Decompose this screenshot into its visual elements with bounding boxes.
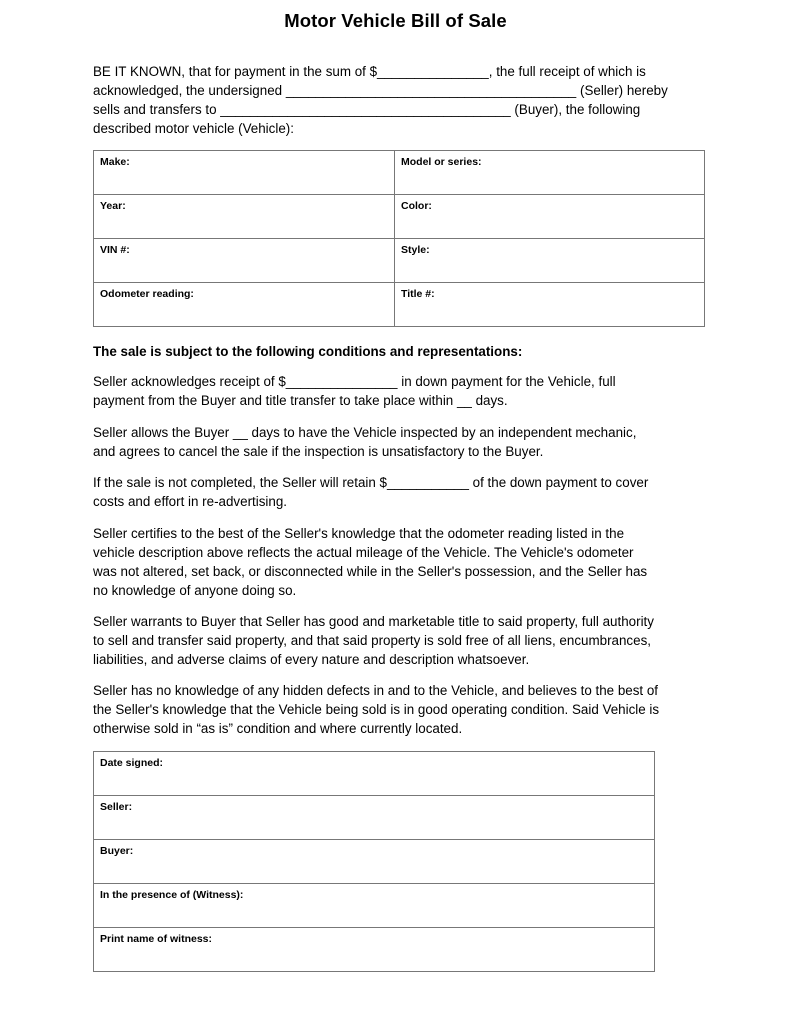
- down-payment-paragraph: [93, 372, 703, 410]
- down-payment-line-1: Seller acknowledges receipt of $_______________ in down payment for the Vehicle, full: [93, 374, 616, 389]
- table-row: [94, 752, 655, 796]
- odometer-cert-line-2: vehicle description above reflects the actual mileage of the Vehicle. The Vehicle's odometer: [93, 545, 634, 560]
- date-signed-field[interactable]: [94, 752, 655, 796]
- style-field[interactable]: [395, 239, 705, 283]
- signature-table: [93, 751, 655, 972]
- retain-line-2: costs and effort in re-advertising.: [93, 494, 288, 509]
- defects-line-3: otherwise sold in “as is” condition and where currently located.: [93, 721, 463, 736]
- title-number-label: Title #:: [401, 288, 435, 300]
- model-label: Model or series:: [401, 156, 482, 168]
- defects-line-2: the Seller's knowledge that the Vehicle being sold is in good operating condition. Said Vehicle is: [93, 702, 660, 717]
- odometer-cert-line-3: was not altered, set back, or disconnected while in the Seller's possession, and the Seller has: [93, 564, 648, 579]
- color-label: Color:: [401, 200, 432, 212]
- vehicle-details-table: [93, 150, 705, 327]
- odometer-certification-paragraph: [93, 524, 703, 600]
- inspection-line-2: and agrees to cancel the sale if the inspection is unsatisfactory to the Buyer.: [93, 444, 544, 459]
- intro-line-2: acknowledged, the undersigned _______________________________________ (Seller) hereby: [93, 83, 668, 98]
- inspection-line-1: Seller allows the Buyer __ days to have the Vehicle inspected by an independent mechanic,: [93, 425, 637, 440]
- year-field[interactable]: [94, 195, 395, 239]
- odometer-label: Odometer reading:: [100, 288, 194, 300]
- warranty-paragraph: [93, 612, 703, 669]
- warranty-line-2: to sell and transfer said property, and that said property is sold free of all liens, encumbrances,: [93, 633, 651, 648]
- seller-signature-field[interactable]: [94, 796, 655, 840]
- conditions-heading: The sale is subject to the following conditions and representations:: [93, 344, 523, 359]
- year-label: Year:: [100, 200, 126, 212]
- model-field[interactable]: [395, 151, 705, 195]
- intro-line-1: BE IT KNOWN, that for payment in the sum of $_______________, the full receipt of which is: [93, 64, 646, 79]
- down-payment-line-2: payment from the Buyer and title transfer to take place within __ days.: [93, 393, 508, 408]
- table-row: [94, 151, 705, 195]
- seller-label: Seller:: [100, 801, 133, 813]
- color-field[interactable]: [395, 195, 705, 239]
- odometer-cert-line-1: Seller certifies to the best of the Seller's knowledge that the odometer reading listed in the: [93, 526, 625, 541]
- make-label: Make:: [100, 156, 130, 168]
- make-field[interactable]: [94, 151, 395, 195]
- retain-line-1: If the sale is not completed, the Seller will retain $___________ of the down payment to cover: [93, 475, 649, 490]
- witness-name-label: Print name of witness:: [100, 933, 213, 945]
- witness-name-field[interactable]: [94, 928, 655, 972]
- intro-line-4: described motor vehicle (Vehicle):: [93, 121, 294, 136]
- table-row: [94, 195, 705, 239]
- odometer-field[interactable]: [94, 283, 395, 327]
- witness-signature-field[interactable]: [94, 884, 655, 928]
- table-row: [94, 796, 655, 840]
- buyer-signature-field[interactable]: [94, 840, 655, 884]
- table-row: [94, 283, 705, 327]
- vin-label: VIN #:: [100, 244, 130, 256]
- inspection-paragraph: [93, 423, 703, 461]
- title-number-field[interactable]: [395, 283, 705, 327]
- vin-field[interactable]: [94, 239, 395, 283]
- intro-paragraph: [93, 62, 703, 138]
- table-row: [94, 840, 655, 884]
- intro-line-3: sells and transfers to _______________________________________ (Buyer), the following: [93, 102, 641, 117]
- table-row: [94, 928, 655, 972]
- buyer-label: Buyer:: [100, 845, 134, 857]
- table-row: [94, 239, 705, 283]
- defects-line-1: Seller has no knowledge of any hidden defects in and to the Vehicle, and believes to the best of: [93, 683, 659, 698]
- witness-label: In the presence of (Witness):: [100, 889, 244, 901]
- date-signed-label: Date signed:: [100, 757, 164, 769]
- odometer-cert-line-4: no knowledge of anyone doing so.: [93, 583, 297, 598]
- table-row: [94, 884, 655, 928]
- warranty-line-3: liabilities, and adverse claims of every nature and description whatsoever.: [93, 652, 530, 667]
- document-title: Motor Vehicle Bill of Sale: [284, 10, 507, 31]
- warranty-line-1: Seller warrants to Buyer that Seller has good and marketable title to said property, full authority: [93, 614, 654, 629]
- defects-paragraph: [93, 681, 703, 738]
- retain-paragraph: [93, 473, 703, 511]
- style-label: Style:: [401, 244, 430, 256]
